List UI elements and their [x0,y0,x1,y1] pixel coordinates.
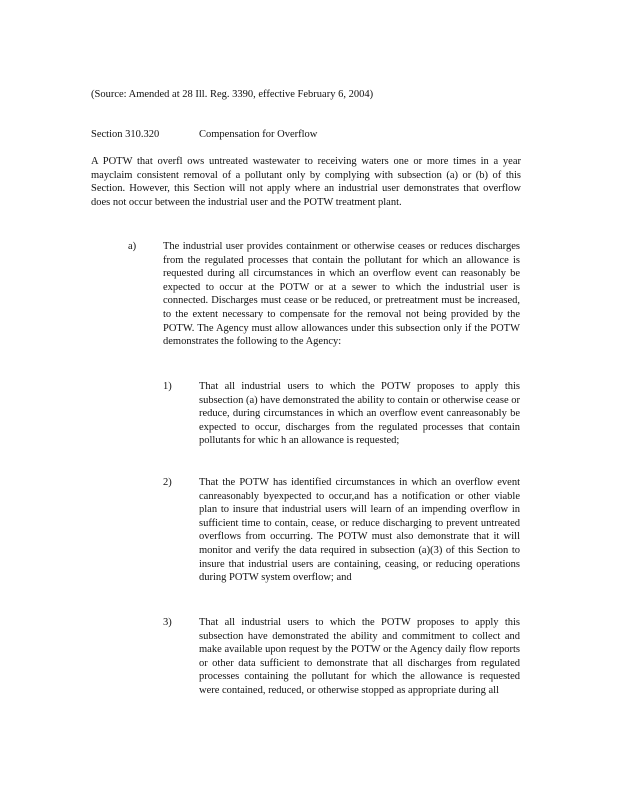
section-heading [91,128,531,142]
subitem-3-label: 3) [163,617,172,628]
source-note: (Source: Amended at 28 Ill. Reg. 3390, effective February 6, 2004) [91,89,374,100]
subitem-1-text: That all industrial users to which the POTW proposes to apply this subsection (a) have demonstrated the ability to contain or otherwise cease or reduce, during circumstances in which an overflow event canreasonably be expected to occur, discharges from the regulated processes that contain pollutants for whic h an allowance is requested; [199,381,521,447]
subsection-a-text: The industrial user provides containment or otherwise ceases or reduces discharges from the regulated processes that contain the pollutant for which an allowance is requested during all circumstances in which an overflow event can reasonably be expected to occur at the POTW or at a sewer to which the industrial user is connected. Discharges must cease or be reduced, or pretreatment must be increased, to the extent necessary to compensate for the removal not being provided by the POTW. The Agency must allow allowances under this subsection only if the POTW demonstrates the following to the Agency: [163,241,520,348]
subitem-2-text: That the POTW has identified circumstances in which an overflow event canreasonably byexpected to occur,and has a notification or other viable plan to insure that industrial users will learn of an impending overflow in sufficient time to contain, cease, or reduce discharging to prevent untreated overflows from occurring. The POTW must also demonstrate that it will monitor and verify the data required in subsection (a)(3) of this Section to insure that industrial users are containing, ceasing, or reducing operations during POTW system overflow; and [199,477,520,584]
subitem-1-label: 1) [163,381,172,392]
section-title: Compensation for Overflow [199,129,318,140]
subitem-2-label: 2) [163,477,172,488]
subsection-a-label: a) [128,241,137,252]
section-number: Section 310.320 [91,129,160,140]
subitem-3-text: That all industrial users to which the POTW proposes to apply this subsection have demonstrated the ability and commitment to collect and make available upon request by the POTW or the Agency daily flow reports or other data sufficient to demonstrate that all discharges from regulated processes containing the pollutant for which the allowance is requested were contained, reduced, or otherwise stopped as appropriate during all [199,617,520,696]
intro-paragraph: A POTW that overfl ows untreated wastewater to receiving waters one or more times in a year mayclaim consistent removal of a pollutant only by complying with subsection (a) or (b) of this Section. However, this Section will not apply where an industrial user demonstrates that overflow does not occur between the industrial user and the POTW treatment plant. [91,156,521,208]
